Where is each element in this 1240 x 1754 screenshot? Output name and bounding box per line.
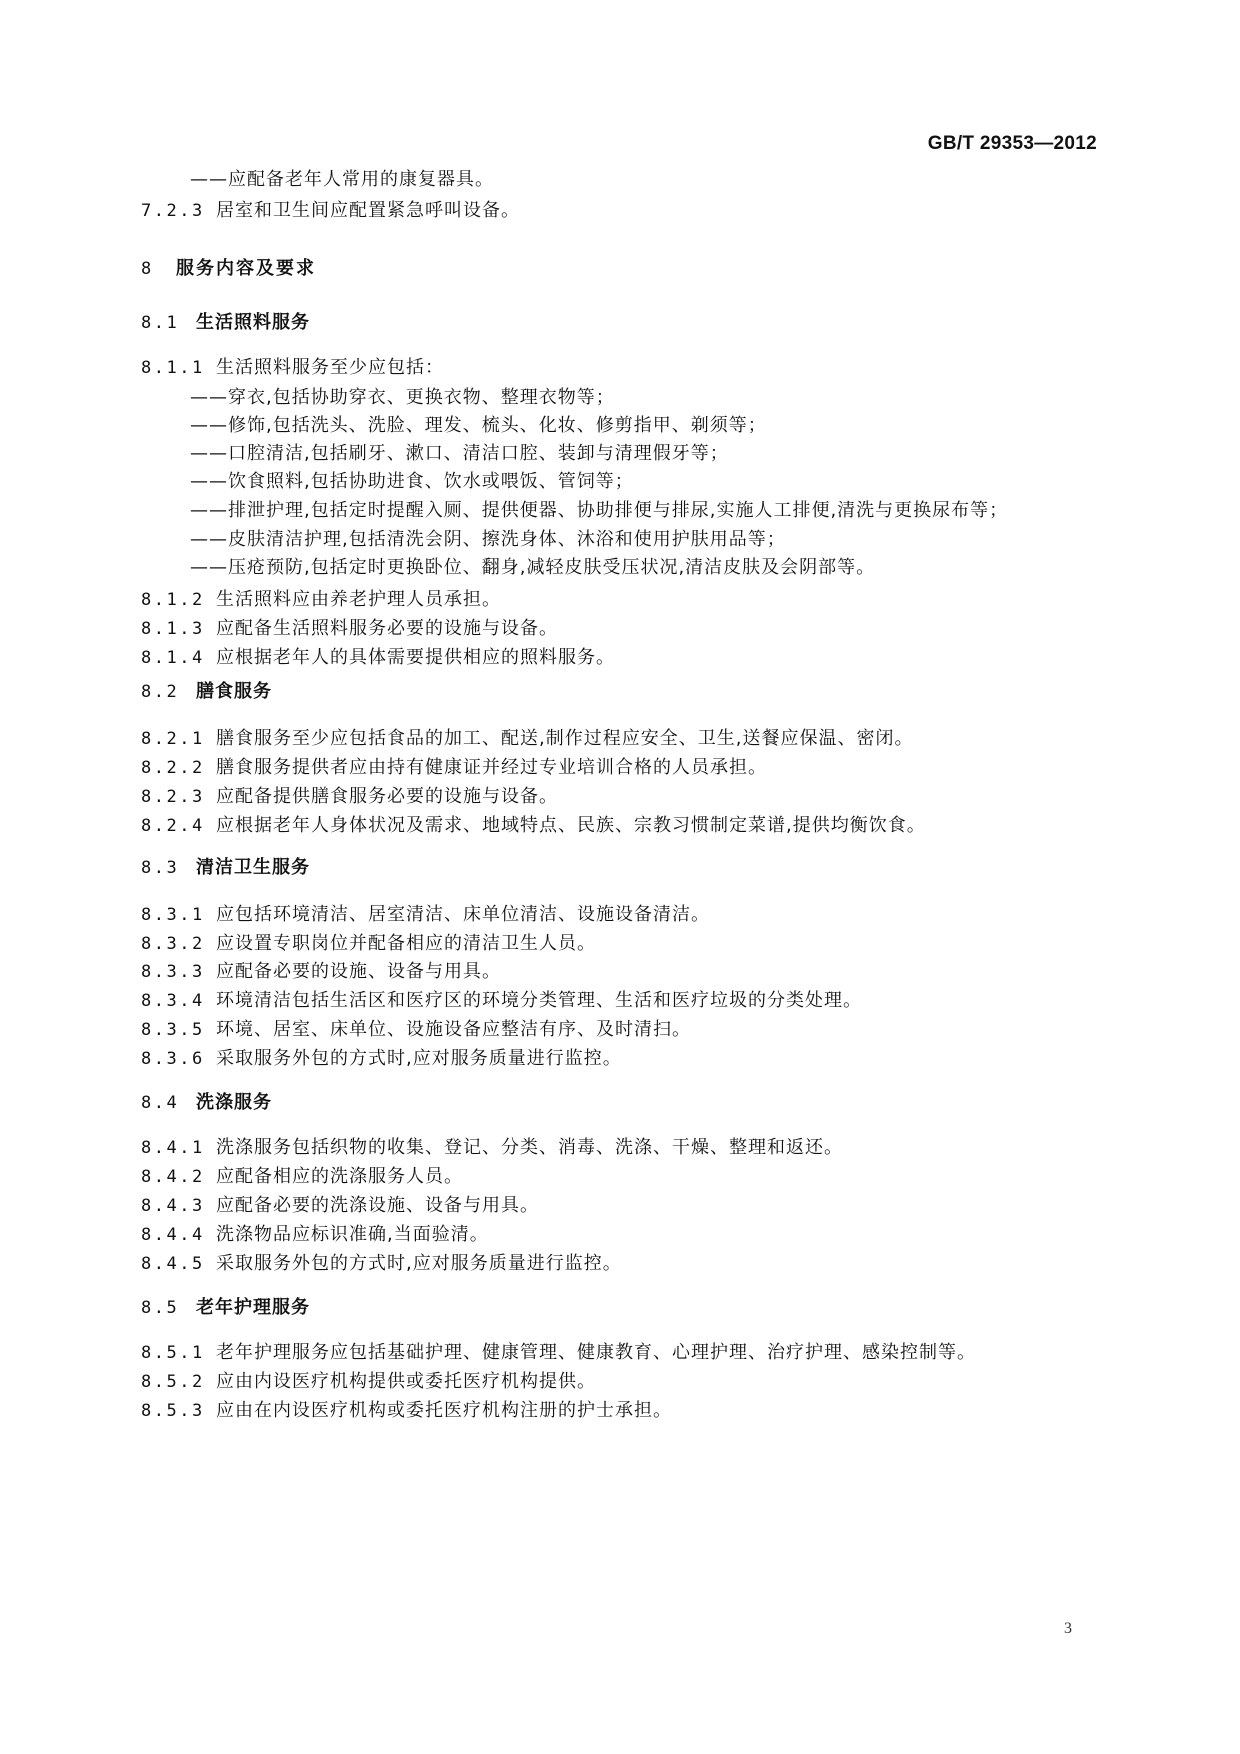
section-title: 服务内容及要求	[176, 258, 316, 279]
clause-number: 8.2.4	[141, 816, 205, 836]
clause	[141, 786, 558, 808]
clause-text: 应由内设医疗机构提供或委托医疗机构提供。	[216, 1371, 596, 1392]
list-item-text: ——皮肤清洁护理,包括清洗会阴、擦洗身体、沐浴和使用护肤用品等；	[190, 529, 786, 550]
section-number: 8.5	[141, 1298, 180, 1318]
clause-text: 采取服务外包的方式时,应对服务质量进行监控。	[216, 1253, 622, 1274]
clause-text: 应根据老年人的具体需要提供相应的照料服务。	[216, 647, 615, 668]
clause	[141, 815, 926, 837]
clause-text: 应设置专职岗位并配备相应的清洁卫生人员。	[216, 933, 596, 954]
list-item	[190, 443, 729, 465]
section-number: 8.3	[141, 858, 180, 878]
clause-number: 8.4.4	[141, 1225, 205, 1245]
clause-number: 8.1.1	[141, 358, 205, 378]
clause	[141, 1195, 539, 1217]
clause-number: 8.4.5	[141, 1254, 205, 1274]
clause-text: 洗涤服务包括织物的收集、登记、分类、消毒、洗涤、干燥、整理和返还。	[216, 1137, 843, 1158]
clause	[141, 1137, 843, 1159]
clause-text: 应配备提供膳食服务必要的设施与设备。	[216, 786, 558, 807]
clause	[141, 1224, 489, 1246]
clause-number: 8.1.3	[141, 619, 205, 639]
clause-number: 8.1.2	[141, 590, 205, 610]
clause	[141, 1048, 622, 1070]
section-number: 8.1	[141, 313, 180, 333]
clause	[141, 961, 501, 983]
page-number: 3	[1064, 1620, 1072, 1637]
section-heading	[141, 857, 310, 879]
clause	[141, 757, 767, 779]
clause	[141, 1400, 672, 1422]
clause	[141, 200, 520, 222]
clause-number: 8.4.1	[141, 1138, 205, 1158]
list-item	[190, 387, 615, 409]
clause-number: 8.3.5	[141, 1020, 205, 1040]
clause-number: 8.4.3	[141, 1196, 205, 1216]
list-item-text: ——口腔清洁,包括刷牙、漱口、清洁口腔、装卸与清理假牙等；	[190, 443, 729, 464]
clause-number: 8.5.1	[141, 1343, 205, 1363]
clause-number: 8.3.6	[141, 1049, 205, 1069]
clause-number: 8.2.1	[141, 729, 205, 749]
list-item	[190, 529, 786, 551]
clause-text: 采取服务外包的方式时,应对服务质量进行监控。	[216, 1048, 622, 1069]
list-item-text: ——饮食照料,包括协助进食、饮水或喂饭、管饲等；	[190, 471, 634, 492]
clause-number: 8.3.3	[141, 962, 205, 982]
standard-code: GB/T 29353—2012	[927, 133, 1097, 154]
section-title: 生活照料服务	[196, 312, 310, 333]
clause-text: 应配备相应的洗涤服务人员。	[216, 1166, 463, 1187]
clause-text: 膳食服务提供者应由持有健康证并经过专业培训合格的人员承担。	[216, 757, 767, 778]
clause	[141, 904, 710, 926]
list-item	[190, 557, 875, 579]
clause-number: 8.2.2	[141, 758, 205, 778]
section-heading	[141, 681, 272, 703]
clause-number: 8.5.3	[141, 1401, 205, 1421]
section-number: 8.4	[141, 1093, 180, 1113]
list-item	[190, 169, 494, 191]
list-item	[190, 500, 1008, 522]
clause-text: 环境、居室、床单位、设施设备应整洁有序、及时清扫。	[216, 1019, 691, 1040]
list-item-text: ——压疮预防,包括定时更换卧位、翻身,减轻皮肤受压状况,清洁皮肤及会阴部等。	[190, 557, 876, 578]
clause-text: 生活照料服务至少应包括：	[216, 357, 444, 378]
clause	[141, 1371, 596, 1393]
clause-text: 膳食服务至少应包括食品的加工、配送,制作过程应安全、卫生,送餐应保温、密闭。	[216, 728, 914, 749]
section-heading	[141, 1092, 272, 1114]
clause-text: 生活照料应由养老护理人员承担。	[216, 589, 501, 610]
clause-text: 应根据老年人身体状况及需求、地域特点、民族、宗教习惯制定菜谱,提供均衡饮食。	[216, 815, 926, 836]
clause-text: 老年护理服务应包括基础护理、健康管理、健康教育、心理护理、治疗护理、感染控制等。	[216, 1342, 976, 1363]
section-title: 老年护理服务	[196, 1297, 310, 1318]
clause-number: 8.3.4	[141, 991, 205, 1011]
clause	[141, 728, 913, 750]
clause-text: 环境清洁包括生活区和医疗区的环境分类管理、生活和医疗垃圾的分类处理。	[216, 990, 862, 1011]
clause-text: 应由在内设医疗机构或委托医疗机构注册的护士承担。	[216, 1400, 672, 1421]
clause	[141, 618, 558, 640]
section-title: 洗涤服务	[196, 1092, 272, 1113]
clause-number: 8.5.2	[141, 1372, 205, 1392]
clause-text: 应配备生活照料服务必要的设施与设备。	[216, 618, 558, 639]
section-heading	[141, 312, 310, 334]
clause-number: 8.1.4	[141, 648, 205, 668]
section-number: 8.2	[141, 682, 180, 702]
list-item-text: ——排泄护理,包括定时提醒入厕、提供便器、协助排便与排尿,实施人工排便,清洗与更换尿布等；	[190, 500, 1009, 521]
clause	[141, 1253, 622, 1275]
list-item-text: ——修饰,包括洗头、洗脸、理发、梳头、化妆、修剪指甲、剃须等；	[190, 415, 767, 436]
clause-text: 应配备必要的设施、设备与用具。	[216, 961, 501, 982]
clause	[141, 1342, 976, 1364]
section-heading	[141, 1297, 310, 1319]
section-title: 清洁卫生服务	[196, 857, 310, 878]
section-title: 膳食服务	[196, 681, 272, 702]
clause-number: 8.3.2	[141, 934, 205, 954]
list-item	[190, 471, 634, 493]
clause	[141, 589, 501, 611]
clause	[141, 1166, 463, 1188]
clause	[141, 647, 615, 669]
list-item-text: ——穿衣,包括协助穿衣、更换衣物、整理衣物等；	[190, 387, 615, 408]
section-heading	[141, 258, 316, 280]
list-item-text: ——应配备老年人常用的康复器具。	[190, 169, 494, 190]
clause-text: 洗涤物品应标识准确,当面验清。	[216, 1224, 489, 1245]
clause-text: 应配备必要的洗涤设施、设备与用具。	[216, 1195, 539, 1216]
clause-text: 居室和卫生间应配置紧急呼叫设备。	[216, 200, 520, 221]
clause-text: 应包括环境清洁、居室清洁、床单位清洁、设施设备清洁。	[216, 904, 710, 925]
clause-number: 8.4.2	[141, 1167, 205, 1187]
clause	[141, 1019, 691, 1041]
clause-number: 7.2.3	[141, 201, 205, 221]
clause	[141, 357, 444, 379]
clause	[141, 933, 596, 955]
clause-number: 8.3.1	[141, 905, 205, 925]
list-item	[190, 415, 767, 437]
clause-number: 8.2.3	[141, 787, 205, 807]
clause	[141, 990, 862, 1012]
section-number: 8	[141, 259, 154, 279]
